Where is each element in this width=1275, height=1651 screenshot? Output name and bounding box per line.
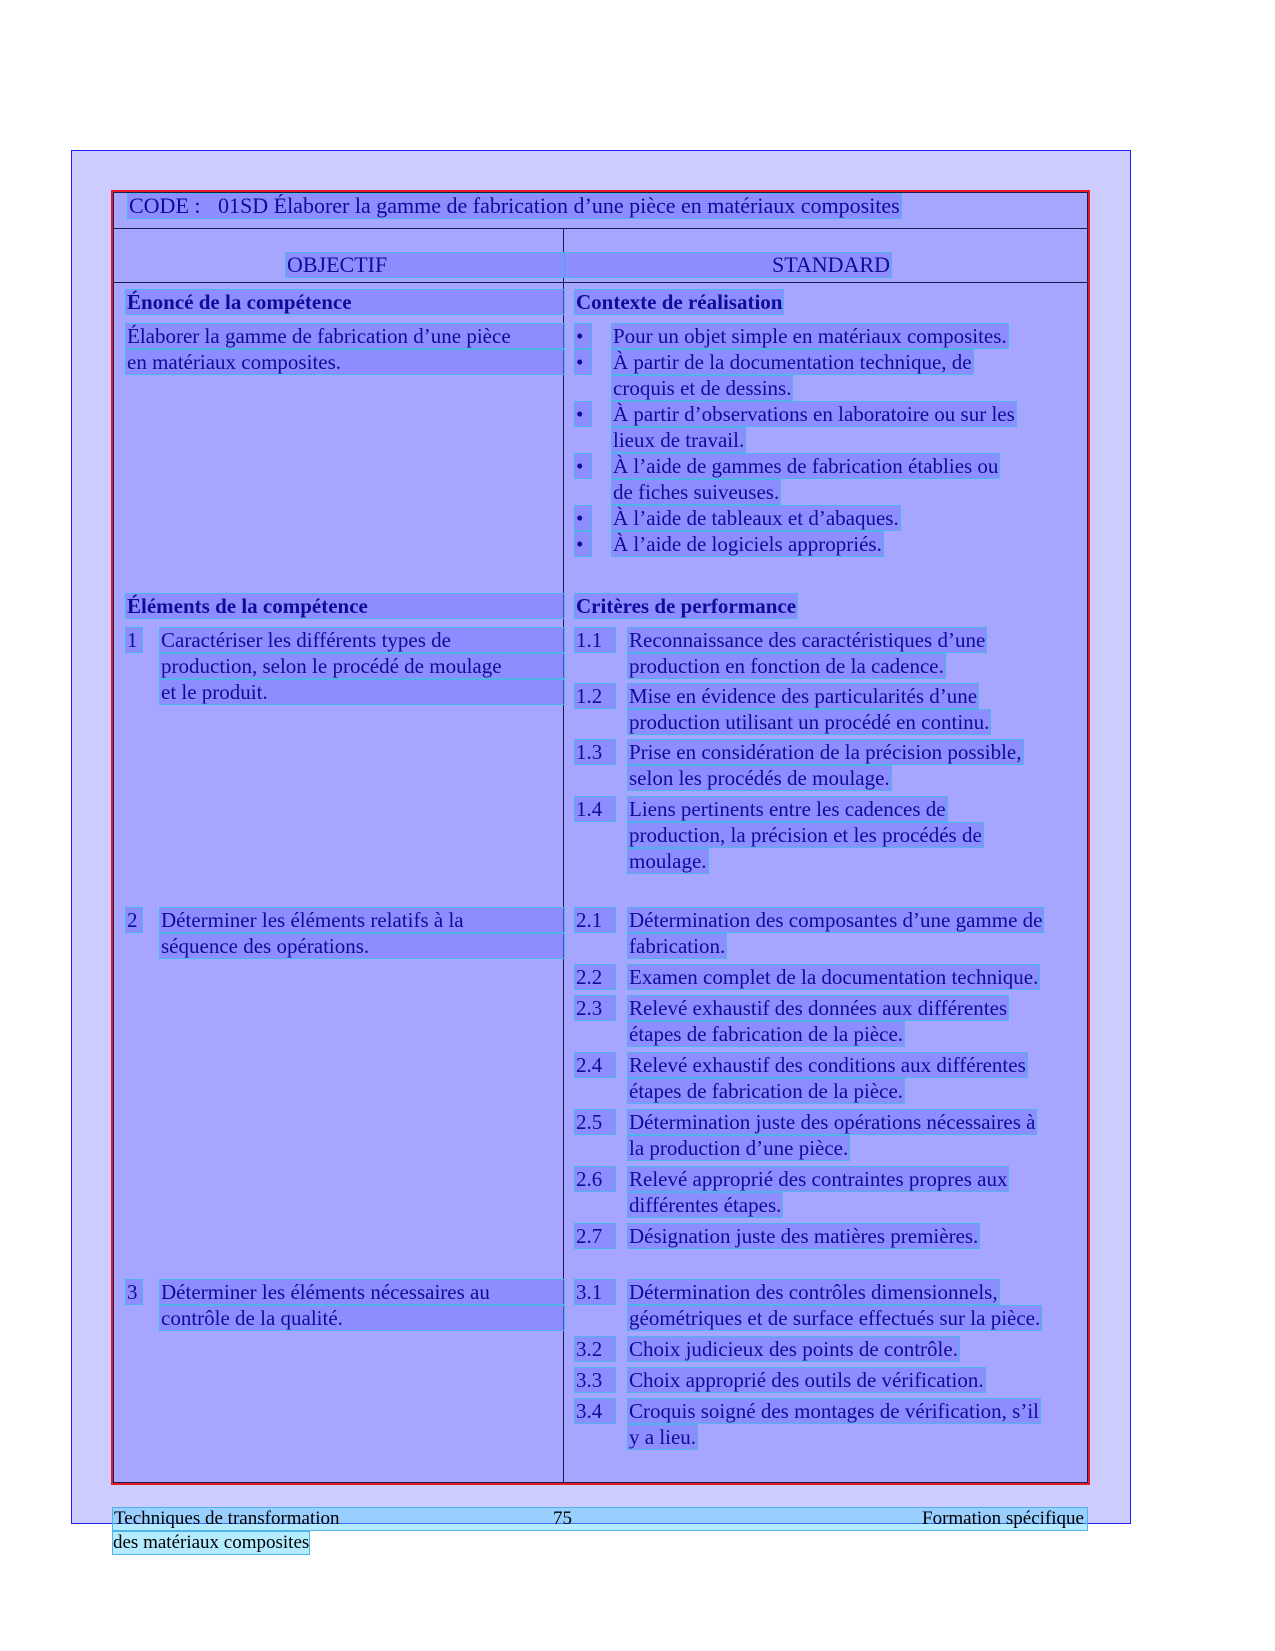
contexte-item: de fiches suiveuses. [613, 480, 780, 504]
criteria-number: 1.1 [575, 628, 615, 652]
criteria-number: 2.6 [575, 1167, 615, 1191]
code-title: Élaborer la gamme de fabrication d’une pièce en matériaux composites [273, 193, 900, 218]
row-divider-code [113, 228, 1088, 229]
contexte-item: À l’aide de logiciels appropriés. [613, 532, 882, 556]
element-number: 3 [126, 1280, 142, 1304]
criteria-line: Choix judicieux des points de contrôle. [629, 1337, 958, 1361]
elements-title: Éléments de la compétence [126, 594, 564, 618]
criteria-line: Reconnaissance des caractéristiques d’une [629, 628, 986, 652]
footer-page-number: 75 [553, 1508, 572, 1529]
criteria-line: Examen complet de la documentation technique. [629, 965, 1039, 989]
criteria-line: Détermination des composantes d’une gamme de [629, 908, 1043, 932]
element-line: Déterminer les éléments relatifs à la [160, 908, 564, 932]
contexte-item: À partir d’observations en laboratoire ou sur les [613, 402, 1015, 426]
enonce-line: en matériaux composites. [126, 350, 564, 374]
criteria-line: la production d’une pièce. [629, 1136, 849, 1160]
criteria-number: 2.1 [575, 908, 615, 932]
contexte-item: À l’aide de tableaux et d’abaques. [613, 506, 899, 530]
enonce-line: Élaborer la gamme de fabrication d’une pièce [126, 324, 564, 348]
criteria-number: 1.3 [575, 740, 615, 764]
criteria-number: 2.3 [575, 996, 615, 1020]
criteria-line: moulage. [629, 849, 707, 873]
criteria-line: Détermination des contrôles dimensionnels, [629, 1280, 998, 1304]
code-number: 01SD [218, 193, 269, 218]
code-label: CODE : [129, 193, 201, 218]
criteria-line: Mise en évidence des particularités d’une [629, 684, 978, 708]
criteria-line: Détermination juste des opérations nécessaires à [629, 1110, 1036, 1134]
contexte-item: Pour un objet simple en matériaux composites. [613, 324, 1007, 348]
contexte-item: lieux de travail. [613, 428, 745, 452]
criteria-number: 2.5 [575, 1110, 615, 1134]
criteres-title: Critères de performance [576, 594, 797, 618]
criteria-line: étapes de fabrication de la pièce. [629, 1022, 904, 1046]
bullet: • [575, 350, 591, 374]
bullet: • [575, 402, 591, 426]
criteria-line: Relevé exhaustif des données aux différentes [629, 996, 1008, 1020]
criteria-number: 3.2 [575, 1337, 615, 1361]
criteria-line: Relevé exhaustif des conditions aux différentes [629, 1053, 1026, 1077]
criteria-line: différentes étapes. [629, 1193, 782, 1217]
criteria-line: fabrication. [629, 934, 726, 958]
criteria-line: géométriques et de surface effectués sur la pièce. [629, 1306, 1041, 1330]
element-line: et le produit. [160, 680, 564, 704]
objectif-header: OBJECTIF [286, 253, 564, 277]
element-line: contrôle de la qualité. [160, 1306, 564, 1330]
contexte-item: croquis et de dessins. [613, 376, 792, 400]
element-number: 1 [126, 628, 142, 652]
criteria-number: 1.2 [575, 684, 615, 708]
criteria-line: Choix approprié des outils de vérification. [629, 1368, 984, 1392]
criteria-number: 3.4 [575, 1399, 615, 1423]
contexte-item: À l’aide de gammes de fabrication établies ou [613, 454, 999, 478]
criteria-number: 1.4 [575, 797, 615, 821]
footer-left-line1: Techniques de transformation [114, 1508, 340, 1529]
criteria-line: selon les procédés de moulage. [629, 766, 890, 790]
bullet: • [575, 532, 591, 556]
element-number: 2 [126, 908, 142, 932]
criteria-line: y a lieu. [629, 1425, 697, 1449]
element-line: Déterminer les éléments nécessaires au [160, 1280, 564, 1304]
element-line: Caractériser les différents types de [160, 628, 564, 652]
footer-left-line2: des matériaux composites [113, 1532, 310, 1553]
code-line [128, 194, 901, 218]
criteria-line: production en fonction de la cadence. [629, 654, 944, 678]
criteria-line: Relevé approprié des contraintes propres aux [629, 1167, 1008, 1191]
bullet: • [575, 324, 591, 348]
contexte-title: Contexte de réalisation [576, 290, 783, 314]
criteria-number: 2.2 [575, 965, 615, 989]
criteria-line: étapes de fabrication de la pièce. [629, 1079, 904, 1103]
footer-right: Formation spécifique [922, 1508, 1084, 1529]
bullet: • [575, 506, 591, 530]
criteria-line: Liens pertinents entre les cadences de [629, 797, 946, 821]
element-line: production, selon le procédé de moulage [160, 654, 564, 678]
criteria-line: Prise en considération de la précision possible, [629, 740, 1022, 764]
bullet: • [575, 454, 591, 478]
criteria-number: 3.3 [575, 1368, 615, 1392]
row-divider-header [113, 282, 1088, 283]
criteria-line: production utilisant un procédé en continu. [629, 710, 990, 734]
criteria-line: production, la précision et les procédés de [629, 823, 982, 847]
criteria-number: 3.1 [575, 1280, 615, 1304]
criteria-line: Désignation juste des matières premières. [629, 1224, 979, 1248]
enonce-title: Énoncé de la compétence [126, 290, 564, 314]
contexte-item: À partir de la documentation technique, de [613, 350, 972, 374]
criteria-number: 2.4 [575, 1053, 615, 1077]
element-line: séquence des opérations. [160, 934, 564, 958]
criteria-number: 2.7 [575, 1224, 615, 1248]
standard-header: STANDARD [564, 253, 891, 277]
criteria-line: Croquis soigné des montages de vérification, s’il [629, 1399, 1040, 1423]
